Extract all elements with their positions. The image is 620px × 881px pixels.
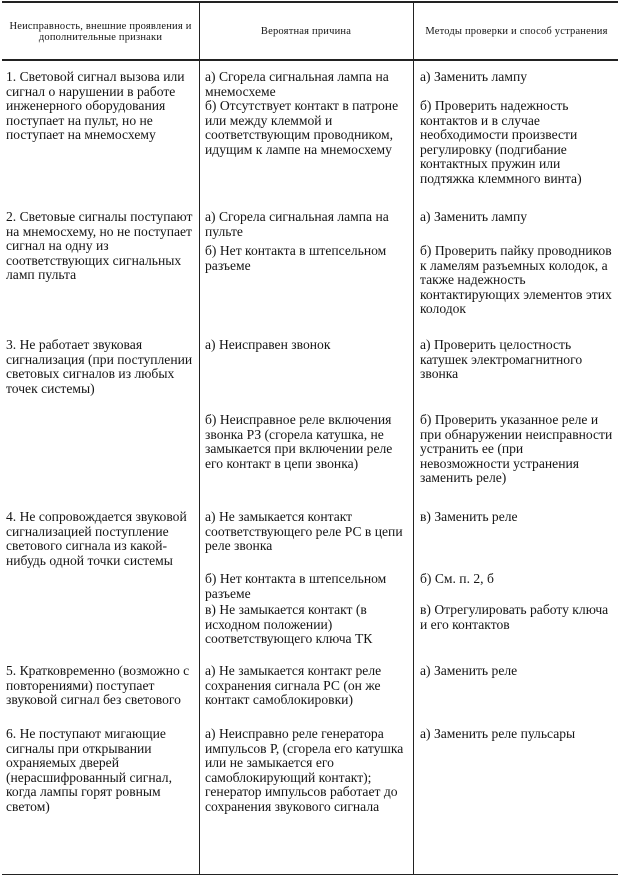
row-4-remedy-c: в) Отрегулировать работу ключа и его контактов xyxy=(420,602,609,632)
table-bottom-border xyxy=(2,874,618,875)
header-cause: Вероятная причина xyxy=(260,26,352,38)
row-1-remedy-b: б) Проверить надежность контактов и в случае необходимости произвести регулировку (подгибание контактных пружин или подтяжка клеммного винта) xyxy=(420,98,582,186)
column-divider-2 xyxy=(413,1,414,875)
row-4-cause-a: а) Не замыкается контакт соответствующего реле РС в цепи реле звонка xyxy=(205,509,403,554)
row-2-fault: 2. Световые сигналы поступают на мнемосхему, но не поступает сигнал на одну из соответствующих сигнальных ламп пульта xyxy=(6,209,193,283)
row-3-cause-a: а) Неисправен звонок xyxy=(205,337,331,352)
row-4-cause-c: в) Не замыкается контакт (в исходном положении) соответствующего ключа ТК xyxy=(205,602,373,647)
header-fault: Неисправность, внешние проявления и дополнительные признаки xyxy=(9,20,192,43)
row-5-fault: 5. Кратковременно (возможно с повторениями) поступает звуковой сигнал без светового xyxy=(6,663,190,708)
row-6-fault: 6. Не поступают мигающие сигналы при открывании охраняемых дверей (нерасшифрованный сигнал, когда лампы горят ровным светом) xyxy=(6,726,172,814)
row-2-cause-a: а) Сгорела сигнальная лампа на пульте xyxy=(205,209,389,239)
row-4-cause-b: б) Нет контакта в штепсельном разъеме xyxy=(205,571,387,601)
row-6-remedy-a: а) Заменить реле пульсары xyxy=(420,726,576,741)
row-4-remedy-a: в) Заменить реле xyxy=(420,509,518,524)
row-5-remedy-a: а) Заменить реле xyxy=(420,663,518,678)
row-1-remedy-a: а) Заменить лампу xyxy=(420,69,528,84)
row-3-remedy-a: а) Проверить целостность катушек электромагнитного звонка xyxy=(420,337,583,382)
row-3-cause-b: б) Неисправное реле включения звонка РЗ (сгорела катушка, не замыкается при включении реле его контакт в цепи звонка) xyxy=(205,412,393,471)
column-divider-1 xyxy=(199,1,200,875)
row-4-remedy-b: б) См. п. 2, б xyxy=(420,571,494,586)
row-1-fault: 1. Световой сигнал вызова или сигнал о нарушении в работе инженерного оборудования поступает на пульт, но не поступает на мнемосхему xyxy=(6,69,185,143)
table-top-border xyxy=(2,1,618,3)
row-3-remedy-b: б) Проверить указанное реле и при обнаружении неисправности устранить ее (при невозможности устранения заменить реле) xyxy=(420,412,613,486)
header-remedy: Методы проверки и способ устранения xyxy=(425,26,608,38)
row-2-cause-b: б) Нет контакта в штепсельном разъеме xyxy=(205,243,387,273)
row-1-cause-a: а) Сгорела сигнальная лампа на мнемосхеме xyxy=(205,69,389,99)
row-2-remedy-b: б) Проверить пайку проводников к ламелям разъемных колодок, а также надежность контактирующих элементов этих колодок xyxy=(420,243,612,317)
row-3-fault: 3. Не работает звуковая сигнализация (при поступлении световых сигналов из любых точек системы) xyxy=(6,337,193,396)
row-1-cause-b: б) Отсутствует контакт в патроне или между клеммой и соответствующим проводником, идущим к лампе на мнемосхему xyxy=(205,98,399,157)
row-2-remedy-a: а) Заменить лампу xyxy=(420,209,528,224)
row-4-fault: 4. Не сопровождается звуковой сигнализацией поступление светового сигнала из какой-нибудь одной точки системы xyxy=(6,509,187,568)
row-5-cause-a: а) Не замыкается контакт реле сохранения сигнала РС (он же контакт самоблокировки) xyxy=(205,663,382,708)
table-header-divider xyxy=(2,59,618,61)
row-6-cause-a: а) Неисправно реле генератора импульсов Р, (сгорела его катушка или не замыкается его самоблокирующий контакт); генератор импульсов работает до сохранения звукового сигнала xyxy=(205,726,404,814)
